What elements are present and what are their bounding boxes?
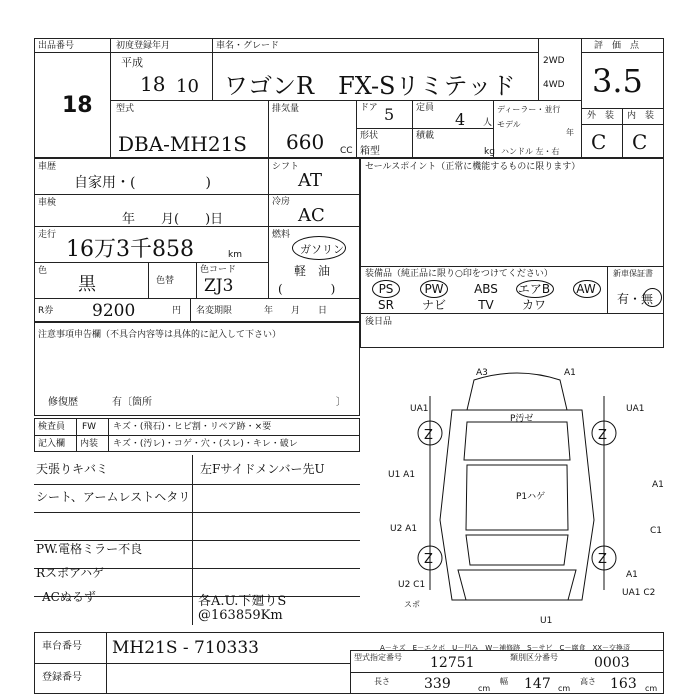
remark-left-2: シート、アームレストヘタリ <box>36 490 191 504</box>
colorcode-value: ZJ3 <box>204 276 234 296</box>
remark-right-7: @163859Km <box>198 608 283 623</box>
history-value: 自家用・( ) <box>74 175 211 191</box>
equip-aw: AW <box>576 282 596 296</box>
shift-value: AT <box>298 170 323 191</box>
inspector-row1-label: 検査員 <box>38 422 66 432</box>
remark-left-6: ACぬるず <box>42 590 96 604</box>
dealer-label: ディーラー・並行 <box>497 105 561 114</box>
tire-z-fl: Z <box>424 428 433 443</box>
diagram-label-a1-top: A1 <box>564 368 576 378</box>
ac-value: AC <box>298 205 325 226</box>
reg-number-label: 登録番号 <box>42 672 82 683</box>
shape-label: 形状 <box>360 131 379 141</box>
diagram-label-a1-rightside: A1 <box>652 480 664 490</box>
warranty-value: 有・無 <box>617 292 654 306</box>
width-unit: cm <box>558 684 571 693</box>
remark-left-5: Rスポアハゲ <box>36 566 105 580</box>
capacity-label: 定員 <box>416 103 435 113</box>
diagram-label-u2a1-left: U2 A1 <box>390 524 418 534</box>
color-value: 黒 <box>78 274 96 295</box>
mileage-label: 走行 <box>38 230 57 240</box>
year-label: 年 <box>566 128 574 137</box>
displacement-label: 排気量 <box>272 104 300 114</box>
model-label: 型式 <box>116 104 135 114</box>
equipment-label: 装備品（純正品に限り○印をつけてください） <box>365 269 553 279</box>
repair-close: 〕 <box>336 397 346 408</box>
fuel-diesel: 軽 油 <box>294 264 331 278</box>
width-label: 幅 <box>500 677 508 686</box>
shift-label: シフト <box>272 162 300 172</box>
inspector-row2-key: 内装 <box>80 439 99 449</box>
equip-ps: PS <box>378 282 394 296</box>
diagram-label-a3: A3 <box>476 368 488 378</box>
inspection-value: 年 月( )日 <box>122 212 224 227</box>
modelyear-label: モデル <box>497 120 521 129</box>
capacity-value: 4 <box>455 110 466 129</box>
remark-right-6: 各A.U.下廻りS <box>198 594 287 609</box>
name-label: 車名・グレード <box>216 41 280 51</box>
first-reg-label: 初度登録年月 <box>116 41 171 51</box>
cc-label: CC <box>340 146 353 156</box>
height-unit: cm <box>645 684 658 693</box>
equip-pw: PW <box>424 282 444 296</box>
tire-z-fr: Z <box>598 428 607 443</box>
type-designation-label: 型式指定番号 <box>354 653 402 662</box>
later-items-label: 後日品 <box>365 317 393 327</box>
diagram-label-a1-rear-right: A1 <box>626 570 638 580</box>
equip-navi: ナビ <box>421 298 446 312</box>
repair-label: 修復歴 <box>48 397 78 408</box>
ac-label: 冷房 <box>272 197 291 207</box>
exterior-label: 外 装 <box>587 111 615 121</box>
first-reg-year: 18 <box>140 72 166 96</box>
changedate-label: 名変期限 <box>196 306 233 316</box>
era-text: 平成 <box>121 56 143 69</box>
inspector-row2-label: 記入欄 <box>38 439 66 449</box>
notes-label: 注意事項申告欄（不具合内容等は具体的に記入して下さい） <box>38 330 282 340</box>
remark-right-1: 左Fサイドメンバー先U <box>200 462 325 476</box>
length-unit: cm <box>478 684 491 693</box>
first-reg-month: 10 <box>176 76 199 97</box>
lot-number: 18 <box>62 93 93 118</box>
length-label: 長さ <box>374 677 390 686</box>
load-label: 積載 <box>416 131 435 141</box>
diagram-label-u1-rear: U1 <box>540 616 553 626</box>
diagram-label-u1a1-left: U1 A1 <box>388 470 416 480</box>
diagram-label-windshield: P汚ゼ <box>510 414 534 424</box>
kg-label: kg <box>484 147 495 157</box>
chassis-number: MH21S - 710333 <box>112 638 259 658</box>
lot-label: 出品番号 <box>38 41 75 51</box>
warranty-none-circle <box>643 288 662 307</box>
mileage-value: 16万3千858 <box>66 237 194 262</box>
fuel-gas: ガソリン <box>300 243 344 256</box>
door-value: 5 <box>384 105 395 124</box>
warranty-label: 新車保証書 <box>613 269 653 278</box>
fuel-label: 燃料 <box>272 230 291 240</box>
door-label: ドア <box>360 103 378 113</box>
displacement-value: 660 <box>286 130 325 154</box>
tire-z-rl: Z <box>424 552 433 567</box>
rticket-value: 9200 <box>92 301 136 321</box>
twowd-label: 2WD <box>543 56 565 66</box>
equip-airbag: エアB <box>517 282 551 296</box>
equip-tv: TV <box>478 298 494 312</box>
diagram-label-ua1-left: UA1 <box>410 404 429 414</box>
equip-pw-circle <box>420 280 448 298</box>
category-value: 0003 <box>594 655 630 671</box>
exterior-score: C <box>591 130 607 154</box>
category-label: 類別区分番号 <box>510 653 558 662</box>
grade-score: 3.5 <box>592 62 643 100</box>
equip-airbag-circle <box>516 280 554 298</box>
chassis-label: 車台番号 <box>42 641 82 652</box>
equip-aw-circle <box>573 280 601 298</box>
diagram-label-c1-right: C1 <box>650 526 663 536</box>
interior-score: C <box>632 130 648 154</box>
colorcode-label: 色コード <box>200 265 237 275</box>
height-label: 高さ <box>580 677 596 686</box>
equip-abs: ABS <box>474 282 498 296</box>
handle-label: ハンドル 左・右 <box>501 147 560 156</box>
changedate-ymd: 年 月 日 <box>264 306 328 316</box>
inspector-row2-text: キズ・(汚レ)・コゲ・穴・(スレ)・キレ・破レ <box>113 439 298 449</box>
damage-legend: A－キズ E－エクボ U－凹み W－補修跡 S－サビ C－腐食 XX－交換済 <box>380 644 631 652</box>
fourwd-label: 4WD <box>543 80 565 90</box>
equip-ps-circle <box>372 280 400 298</box>
height-value: 163 <box>610 676 637 692</box>
remark-left-1: 天張りキバミ <box>36 462 109 476</box>
person-label: 人 <box>483 118 493 128</box>
tire-z-rr: Z <box>598 552 607 567</box>
rticket-label: R券 <box>38 306 54 316</box>
diagram-label-u2c1-left: U2 C1 <box>398 580 426 590</box>
fuel-paren: ( ) <box>278 282 336 296</box>
diagram-label-roof: P1ハゲ <box>516 492 546 502</box>
model-value: DBA-MH21S <box>118 132 248 156</box>
type-designation-value: 12751 <box>430 655 475 671</box>
sales-label: セールスポイント（正常に機能するものに限ります） <box>365 162 581 172</box>
diagram-label-spoiler: スポ <box>404 600 420 609</box>
km-label: km <box>228 250 242 260</box>
equip-leather: カワ <box>521 298 546 312</box>
diagram-label-ua1c2-right: UA1 C2 <box>622 588 656 598</box>
car-name: ワゴンR FX-Sリミテッド <box>224 72 516 100</box>
recolor-label: 色替 <box>156 276 175 286</box>
history-label: 車歴 <box>38 162 57 172</box>
shape-value: 箱型 <box>360 146 380 157</box>
fuel-gas-circle <box>292 236 346 260</box>
inspector-row1-key: FW <box>82 422 97 432</box>
remark-left-4: PW.電格ミラー不良 <box>36 542 143 556</box>
length-value: 339 <box>424 676 451 692</box>
sales-equipment-frame <box>360 158 664 348</box>
repair-value: 有〔箇所 <box>112 397 152 408</box>
inspector-row1-text: キズ・(飛石)・ヒビ割・リペア跡・×要 <box>113 422 272 432</box>
inspection-label: 車検 <box>38 198 57 208</box>
equip-sr: SR <box>378 298 394 312</box>
score-label: 評 価 点 <box>594 41 640 51</box>
interior-label: 内 装 <box>627 111 655 121</box>
diagram-label-ua1-right: UA1 <box>626 404 645 414</box>
yen-label: 円 <box>172 306 182 316</box>
color-label: 色 <box>38 266 48 276</box>
width-value: 147 <box>524 676 551 692</box>
